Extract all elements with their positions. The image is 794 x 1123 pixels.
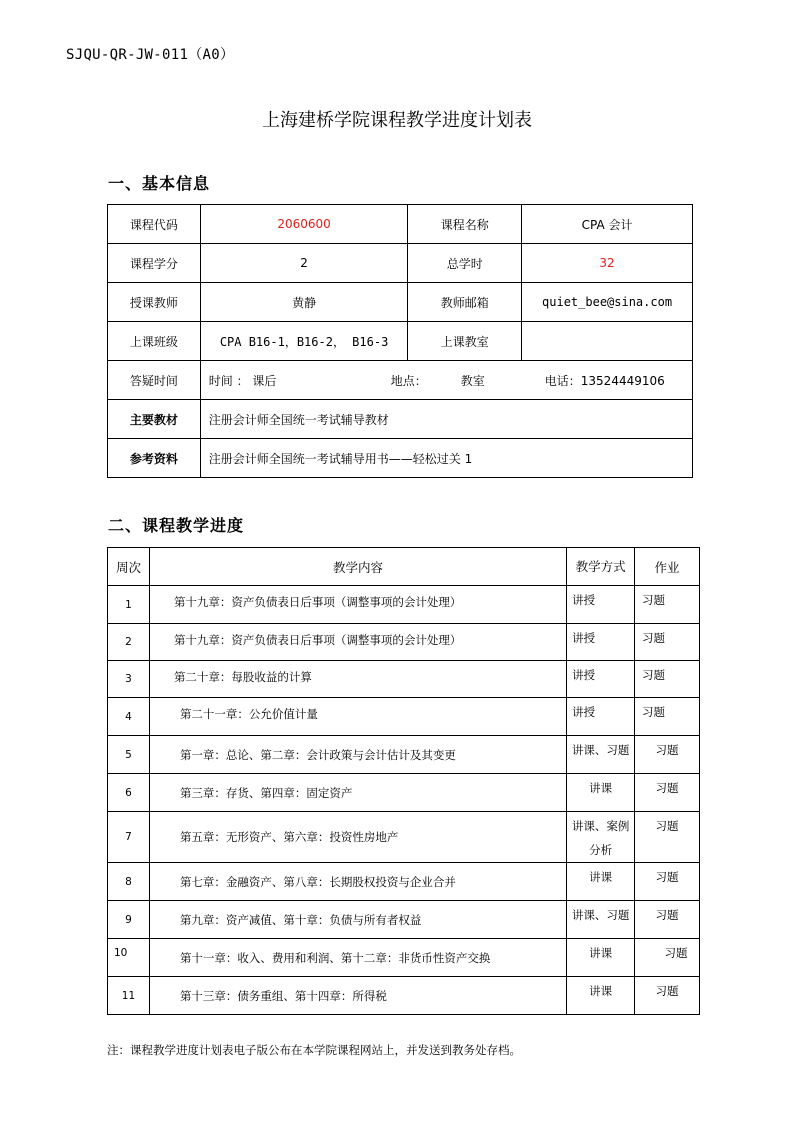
info-row-teacher <box>108 283 693 322</box>
teaching-method: 讲授 <box>567 661 635 698</box>
reference-label: 参考资料 <box>108 439 201 478</box>
table-row <box>108 774 700 812</box>
teacher-value: 黄静 <box>200 283 408 322</box>
qa-room: 教室 <box>460 373 485 388</box>
email-label: 教师邮箱 <box>408 283 522 322</box>
classes-value: CPA B16-1，B16-2， B16-3 <box>200 322 408 361</box>
week-number: 9 <box>108 901 150 939</box>
homework: 习题 <box>635 939 700 977</box>
week-number: 11 <box>108 977 150 1015</box>
week-number: 10 <box>108 939 150 977</box>
email-value: quiet_bee@sina.com <box>522 283 693 322</box>
teaching-content: 第二十一章：公允价值计量 <box>149 698 566 736</box>
teaching-method: 讲课 <box>567 939 635 977</box>
homework: 习题 <box>635 977 700 1015</box>
qa-phone: 电话：13524449106 <box>544 373 665 388</box>
teaching-content: 第十九章：资产负债表日后事项（调整事项的会计处理） <box>149 624 566 661</box>
basic-info-table <box>107 204 693 478</box>
teaching-method: 讲授 <box>567 624 635 661</box>
table-row <box>108 977 700 1015</box>
content-header: 教学内容 <box>149 548 566 586</box>
homework: 习题 <box>635 586 700 624</box>
info-row-code <box>108 205 693 244</box>
hours-value: 32 <box>522 244 693 283</box>
info-row-classes <box>108 322 693 361</box>
textbook-value: 注册会计师全国统一考试辅导教材 <box>200 400 692 439</box>
teaching-method: 讲课、习题 <box>567 736 635 774</box>
homework: 习题 <box>635 661 700 698</box>
hours-label: 总学时 <box>408 244 522 283</box>
info-row-qa <box>108 361 693 400</box>
teacher-label: 授课教师 <box>108 283 201 322</box>
teaching-method: 讲课 <box>567 977 635 1015</box>
qa-details <box>200 361 692 400</box>
week-number: 6 <box>108 774 150 812</box>
table-row <box>108 624 700 661</box>
teaching-method: 讲课 <box>567 774 635 812</box>
week-number: 7 <box>108 812 150 863</box>
homework: 习题 <box>635 624 700 661</box>
teaching-method: 讲课、习题 <box>567 901 635 939</box>
room-value <box>522 322 693 361</box>
homework: 习题 <box>635 698 700 736</box>
course-name-value: CPA 会计 <box>522 205 693 244</box>
homework: 习题 <box>635 812 700 863</box>
table-row <box>108 736 700 774</box>
teaching-content: 第七章：金融资产、第八章：长期股权投资与企业合并 <box>149 863 566 901</box>
section-basic-info-heading: 一、基本信息 <box>108 174 211 193</box>
info-row-textbook <box>108 400 693 439</box>
table-row <box>108 661 700 698</box>
table-row <box>108 812 700 863</box>
info-row-reference <box>108 439 693 478</box>
qa-label: 答疑时间 <box>108 361 201 400</box>
qa-time: 时间 ： 课后 <box>208 373 277 388</box>
homework: 习题 <box>635 774 700 812</box>
document-title: 上海建桥学院课程教学进度计划表 <box>262 110 532 131</box>
teaching-content: 第二十章：每股收益的计算 <box>149 661 566 698</box>
week-number: 2 <box>108 624 150 661</box>
week-number: 8 <box>108 863 150 901</box>
credits-value: 2 <box>200 244 408 283</box>
method-header: 教学方式 <box>567 548 635 586</box>
schedule-table <box>107 547 700 1015</box>
teaching-content: 第三章：存货、第四章：固定资产 <box>149 774 566 812</box>
section-schedule-heading: 二、课程教学进度 <box>108 516 245 535</box>
homework-header: 作业 <box>635 548 700 586</box>
table-row <box>108 863 700 901</box>
teaching-method: 讲授 <box>567 698 635 736</box>
info-row-credits <box>108 244 693 283</box>
textbook-label: 主要教材 <box>108 400 201 439</box>
teaching-content: 第九章：资产减值、第十章：负债与所有者权益 <box>149 901 566 939</box>
teaching-content: 第十一章：收入、费用和利润、第十二章：非货币性资产交换 <box>149 939 566 977</box>
week-number: 4 <box>108 698 150 736</box>
footnote: 注：课程教学进度计划表电子版公布在本学院课程网站上，并发送到教务处存档。 <box>107 1043 521 1057</box>
reference-value: 注册会计师全国统一考试辅导用书——轻松过关 1 <box>200 439 692 478</box>
week-number: 5 <box>108 736 150 774</box>
homework: 习题 <box>635 901 700 939</box>
qa-place-label: 地点： <box>390 373 427 388</box>
document-code: SJQU-QR-JW-011（A0） <box>66 47 235 63</box>
table-row <box>108 901 700 939</box>
schedule-header-row <box>108 548 700 586</box>
week-number: 3 <box>108 661 150 698</box>
table-row <box>108 698 700 736</box>
teaching-method: 讲课 <box>567 863 635 901</box>
week-header: 周次 <box>108 548 150 586</box>
week-number: 1 <box>108 586 150 624</box>
classes-label: 上课班级 <box>108 322 201 361</box>
homework: 习题 <box>635 736 700 774</box>
teaching-method: 讲课、案例分析 <box>567 812 635 863</box>
teaching-method: 讲授 <box>567 586 635 624</box>
credits-label: 课程学分 <box>108 244 201 283</box>
homework: 习题 <box>635 863 700 901</box>
teaching-content: 第十三章：债务重组、第十四章：所得税 <box>149 977 566 1015</box>
teaching-content: 第五章：无形资产、第六章：投资性房地产 <box>149 812 566 863</box>
room-label: 上课教室 <box>408 322 522 361</box>
teaching-content: 第十九章：资产负债表日后事项（调整事项的会计处理） <box>149 586 566 624</box>
course-name-label: 课程名称 <box>408 205 522 244</box>
table-row <box>108 586 700 624</box>
table-row <box>108 939 700 977</box>
course-code-label: 课程代码 <box>108 205 201 244</box>
course-code-value: 2060600 <box>200 205 408 244</box>
teaching-content: 第一章：总论、第二章：会计政策与会计估计及其变更 <box>149 736 566 774</box>
